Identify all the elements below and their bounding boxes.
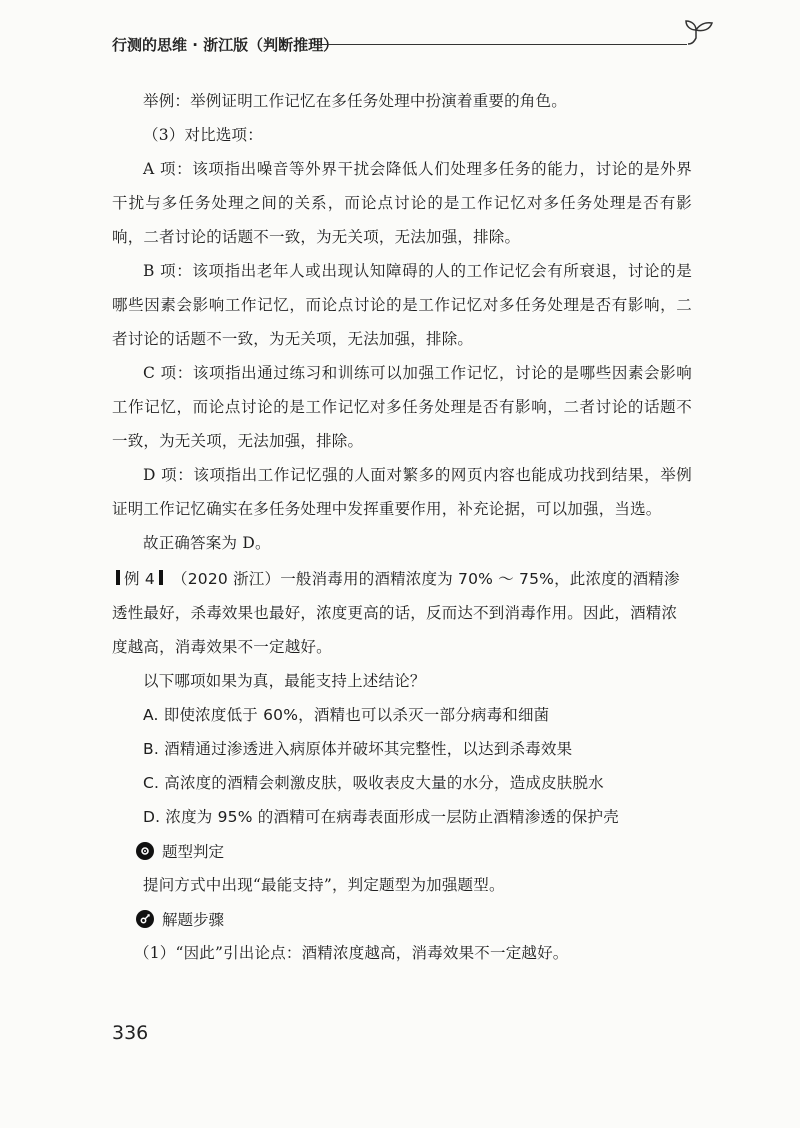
option-c: C. 高浓度的酒精会刺激皮肤，吸收表皮大量的水分，造成皮肤脱水 bbox=[143, 774, 604, 792]
section-text: （1）“因此”引出论点：酒精浓度越高，消毒效果不一定越好。 bbox=[134, 944, 569, 962]
paragraph: A 项：该项指出噪音等外界干扰会降低人们处理多任务的能力，讨论的是外界干扰与多任务处理之间的关系，而论点讨论的是工作记忆对多任务处理是否有影响，二者讨论的话题不一致，为无关项，无法加强，排除。 bbox=[112, 160, 692, 246]
paragraph: 举例：举例证明工作记忆在多任务处理中扮演着重要的角色。 bbox=[143, 92, 567, 110]
example-stem-block bbox=[112, 562, 692, 664]
section-text: 提问方式中出现“最能支持”，判定题型为加强题型。 bbox=[143, 876, 505, 894]
paragraph: D 项：该项指出工作记忆强的人面对繁多的网页内容也能成功找到结果，举例证明工作记忆确实在多任务处理中发挥重要作用，补充论据，可以加强，当选。 bbox=[112, 466, 692, 518]
example-stem: （2020 浙江）一般消毒用的酒精浓度为 70% ～ 75%，此浓度的酒精渗透性最好，杀毒效果也最好，浓度更高的话，反而达不到消毒作用。因此，酒精浓度越高，消毒效果不一定越好。 bbox=[112, 570, 680, 656]
example-bar-right bbox=[159, 570, 163, 585]
paragraph: 故正确答案为 D。 bbox=[143, 534, 271, 552]
main-content bbox=[112, 84, 692, 970]
gear-icon bbox=[136, 842, 154, 860]
paragraph: C 项：该项指出通过练习和训练可以加强工作记忆，讨论的是哪些因素会影响工作记忆，而论点讨论的是工作记忆对多任务处理是否有影响，二者讨论的话题不一致，为无关项，无法加强，排除。 bbox=[112, 364, 692, 450]
paragraph: （3）对比选项： bbox=[143, 126, 263, 144]
section-title: 解题步骤 bbox=[162, 911, 225, 929]
example-label: 例 4 bbox=[124, 570, 155, 588]
sprout-icon bbox=[680, 16, 720, 56]
header-rule bbox=[315, 44, 687, 45]
example-question: 以下哪项如果为真，最能支持上述结论？ bbox=[143, 672, 426, 690]
section-title: 题型判定 bbox=[162, 843, 225, 861]
header-title: 行测的思维 · 浙江版（判断推理） bbox=[112, 36, 339, 54]
paragraph: B 项：该项指出老年人或出现认知障碍的人的工作记忆会有所衰退，讨论的是哪些因素会影响工作记忆，而论点讨论的是工作记忆对多任务处理是否有影响，二者讨论的话题不一致，为无关项，无法加强，排除。 bbox=[112, 262, 692, 348]
option-a: A. 即使浓度低于 60%，酒精也可以杀灭一部分病毒和细菌 bbox=[143, 706, 550, 724]
section-heading-steps bbox=[112, 902, 692, 936]
option-b: B. 酒精通过渗透进入病原体并破坏其完整性，以达到杀毒效果 bbox=[143, 740, 573, 758]
option-d: D. 浓度为 95% 的酒精可在病毒表面形成一层防止酒精渗透的保护壳 bbox=[143, 808, 619, 826]
key-icon bbox=[136, 910, 154, 928]
section-heading-type bbox=[112, 834, 692, 868]
page-number: 336 bbox=[112, 1022, 149, 1044]
page-header bbox=[112, 30, 712, 58]
example-bar-left bbox=[116, 570, 120, 585]
